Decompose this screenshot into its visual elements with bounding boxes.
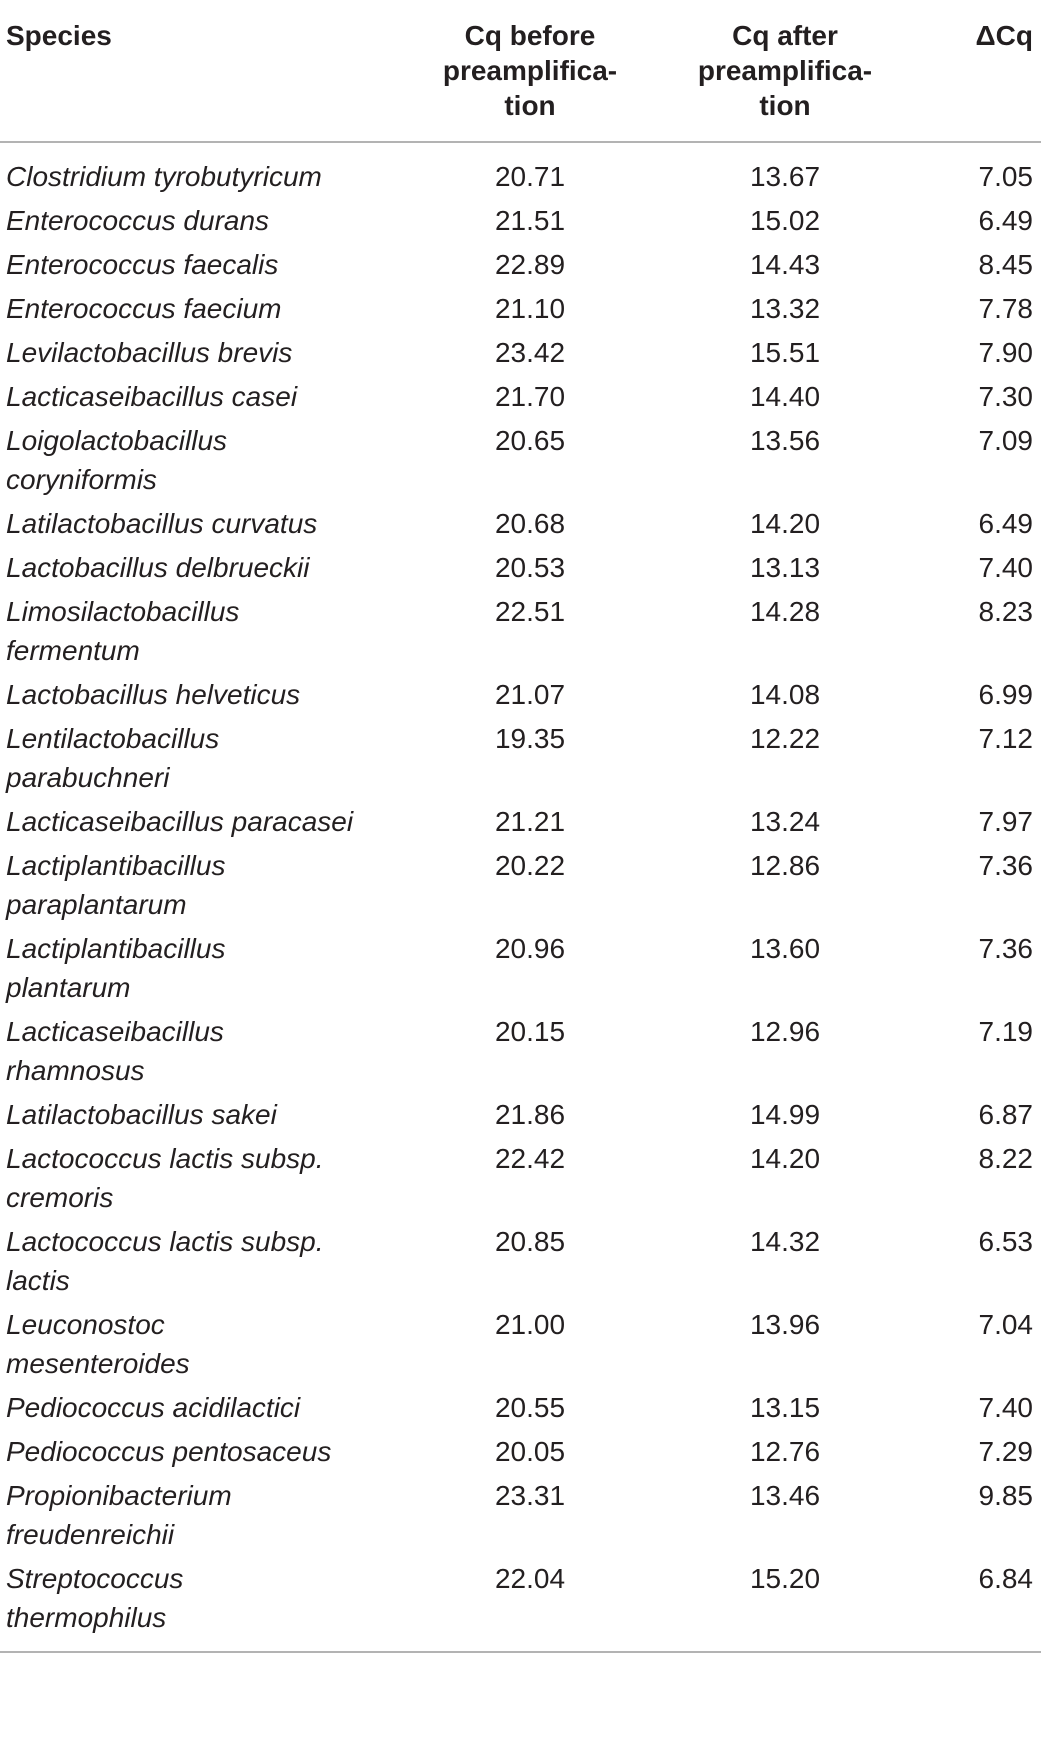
delta-cq-cell: 7.78 bbox=[978, 293, 1033, 324]
cq-after-cell: 14.28 bbox=[749, 596, 821, 627]
species-cell bbox=[0, 1474, 400, 1557]
species-cell bbox=[0, 419, 400, 502]
table-row bbox=[0, 419, 1041, 502]
header-species: Species bbox=[6, 20, 112, 51]
species-cell bbox=[0, 375, 400, 419]
table-row bbox=[0, 199, 1041, 243]
header-cq-before-line: preamplifica- bbox=[442, 55, 618, 86]
species-cell bbox=[0, 1137, 400, 1220]
header-cq-before-line: tion bbox=[504, 90, 556, 121]
delta-cq-cell: 6.84 bbox=[978, 1563, 1033, 1594]
species-cell bbox=[0, 331, 400, 375]
species-name-line: Lacticaseibacillus casei bbox=[6, 381, 298, 412]
cq-before-cell: 22.04 bbox=[494, 1563, 566, 1594]
species-name-line: parabuchneri bbox=[6, 762, 170, 793]
species-name-line: Lactococcus lactis subsp. bbox=[6, 1226, 324, 1257]
cq-before-cell: 22.51 bbox=[494, 596, 566, 627]
cq-before-cell: 23.31 bbox=[494, 1480, 566, 1511]
cq-after-cell: 13.13 bbox=[749, 552, 821, 583]
header-cq-before bbox=[400, 0, 660, 142]
species-cell bbox=[0, 1010, 400, 1093]
species-cell bbox=[0, 1303, 400, 1386]
species-name-line: Streptococcus bbox=[6, 1563, 184, 1594]
species-name-line: cremoris bbox=[6, 1182, 114, 1213]
delta-cq-cell: 7.19 bbox=[978, 1016, 1033, 1047]
cq-before-cell: 20.53 bbox=[494, 552, 566, 583]
species-name-line: plantarum bbox=[6, 972, 131, 1003]
header-cq-after-line: tion bbox=[759, 90, 811, 121]
species-name-line: Pediococcus acidilactici bbox=[6, 1392, 301, 1423]
table-header bbox=[0, 0, 1041, 142]
species-name-line: Pediococcus pentosaceus bbox=[6, 1436, 332, 1467]
cq-before-cell: 21.51 bbox=[494, 205, 566, 236]
table-row bbox=[0, 1137, 1041, 1220]
cq-before-cell: 20.05 bbox=[494, 1436, 566, 1467]
cq-before-cell: 21.21 bbox=[494, 806, 566, 837]
cq-before-cell: 20.96 bbox=[494, 933, 566, 964]
header-cq-after-line: Cq after bbox=[732, 20, 838, 51]
cq-before-cell: 20.22 bbox=[494, 850, 566, 881]
delta-cq-cell: 7.90 bbox=[978, 337, 1033, 368]
delta-cq-cell: 8.45 bbox=[978, 249, 1033, 280]
table-row bbox=[0, 243, 1041, 287]
species-name-line: Propionibacterium bbox=[6, 1480, 232, 1511]
species-cell bbox=[0, 590, 400, 673]
species-cell bbox=[0, 844, 400, 927]
species-name-line: rhamnosus bbox=[6, 1055, 145, 1086]
species-name-line: Lacticaseibacillus bbox=[6, 1016, 224, 1047]
species-cell bbox=[0, 927, 400, 1010]
delta-cq-cell: 7.09 bbox=[978, 425, 1033, 456]
cq-before-cell: 20.55 bbox=[494, 1392, 566, 1423]
species-cell bbox=[0, 199, 400, 243]
species-name-line: fermentum bbox=[6, 635, 140, 666]
delta-cq-cell: 6.99 bbox=[978, 679, 1033, 710]
cq-after-cell: 12.86 bbox=[749, 850, 821, 881]
species-name-line: thermophilus bbox=[6, 1602, 167, 1633]
cq-before-cell: 20.65 bbox=[494, 425, 566, 456]
cq-after-cell: 13.24 bbox=[749, 806, 821, 837]
species-name-line: Lacticaseibacillus paracasei bbox=[6, 806, 354, 837]
species-cell bbox=[0, 243, 400, 287]
table-row bbox=[0, 1386, 1041, 1430]
table-body bbox=[0, 142, 1041, 1652]
delta-cq-cell: 7.36 bbox=[978, 850, 1033, 881]
cq-after-cell: 13.56 bbox=[749, 425, 821, 456]
cq-after-cell: 14.20 bbox=[749, 1143, 821, 1174]
table-row bbox=[0, 800, 1041, 844]
delta-cq-cell: 7.12 bbox=[978, 723, 1033, 754]
cq-after-cell: 13.32 bbox=[749, 293, 821, 324]
delta-cq-cell: 6.49 bbox=[978, 205, 1033, 236]
species-cell bbox=[0, 142, 400, 199]
species-name-line: Leuconostoc bbox=[6, 1309, 165, 1340]
table-row bbox=[0, 717, 1041, 800]
species-cell bbox=[0, 1220, 400, 1303]
cq-after-cell: 14.43 bbox=[749, 249, 821, 280]
species-cell bbox=[0, 1557, 400, 1652]
delta-cq-cell: 8.23 bbox=[978, 596, 1033, 627]
species-name-line: Enterococcus durans bbox=[6, 205, 270, 236]
species-cell bbox=[0, 717, 400, 800]
species-name-line: Levilactobacillus brevis bbox=[6, 337, 293, 368]
species-cell bbox=[0, 502, 400, 546]
delta-cq-cell: 7.05 bbox=[978, 161, 1033, 192]
cq-before-cell: 20.68 bbox=[494, 508, 566, 539]
cq-before-cell: 23.42 bbox=[494, 337, 566, 368]
delta-cq-cell: 7.04 bbox=[978, 1309, 1033, 1340]
delta-cq-cell: 6.53 bbox=[978, 1226, 1033, 1257]
cq-after-cell: 13.60 bbox=[749, 933, 821, 964]
cq-after-cell: 15.02 bbox=[749, 205, 821, 236]
species-name-line: paraplantarum bbox=[6, 889, 187, 920]
species-name-line: lactis bbox=[6, 1265, 70, 1296]
header-row bbox=[0, 0, 1041, 142]
cq-after-cell: 13.67 bbox=[749, 161, 821, 192]
table-row bbox=[0, 1474, 1041, 1557]
cq-after-cell: 12.96 bbox=[749, 1016, 821, 1047]
delta-cq-cell: 7.29 bbox=[978, 1436, 1033, 1467]
cq-before-cell: 21.00 bbox=[494, 1309, 566, 1340]
table-row bbox=[0, 590, 1041, 673]
cq-after-cell: 13.96 bbox=[749, 1309, 821, 1340]
cq-after-cell: 12.76 bbox=[749, 1436, 821, 1467]
table-row bbox=[0, 502, 1041, 546]
species-cell bbox=[0, 673, 400, 717]
table-row bbox=[0, 1557, 1041, 1652]
cq-after-cell: 13.46 bbox=[749, 1480, 821, 1511]
cq-after-cell: 14.20 bbox=[749, 508, 821, 539]
delta-cq-cell: 7.30 bbox=[978, 381, 1033, 412]
delta-cq-cell: 6.87 bbox=[978, 1099, 1033, 1130]
species-name-line: Lactobacillus helveticus bbox=[6, 679, 301, 710]
delta-cq-cell: 8.22 bbox=[978, 1143, 1033, 1174]
header-cq-after bbox=[660, 0, 910, 142]
table-row bbox=[0, 844, 1041, 927]
species-name-line: Enterococcus faecium bbox=[6, 293, 282, 324]
table-row bbox=[0, 546, 1041, 590]
cq-before-cell: 21.70 bbox=[494, 381, 566, 412]
cq-before-cell: 19.35 bbox=[494, 723, 566, 754]
species-name-line: Lactiplantibacillus bbox=[6, 933, 226, 964]
species-name-line: Loigolactobacillus bbox=[6, 425, 228, 456]
table-row bbox=[0, 927, 1041, 1010]
cq-before-cell: 22.89 bbox=[494, 249, 566, 280]
cq-after-cell: 15.51 bbox=[749, 337, 821, 368]
table-row bbox=[0, 1220, 1041, 1303]
cq-after-cell: 13.15 bbox=[749, 1392, 821, 1423]
species-cell bbox=[0, 1430, 400, 1474]
header-cq-after-line: preamplifica- bbox=[697, 55, 873, 86]
table-row bbox=[0, 375, 1041, 419]
species-name-line: Lactiplantibacillus bbox=[6, 850, 226, 881]
cq-before-cell: 20.85 bbox=[494, 1226, 566, 1257]
delta-cq-cell: 6.49 bbox=[978, 508, 1033, 539]
cq-after-cell: 15.20 bbox=[749, 1563, 821, 1594]
delta-cq-cell: 9.85 bbox=[978, 1480, 1033, 1511]
table-row bbox=[0, 331, 1041, 375]
table-row bbox=[0, 1430, 1041, 1474]
cq-before-cell: 20.71 bbox=[494, 161, 566, 192]
species-name-line: mesenteroides bbox=[6, 1348, 190, 1379]
cq-before-cell: 20.15 bbox=[494, 1016, 566, 1047]
species-cell bbox=[0, 287, 400, 331]
species-name-line: Enterococcus faecalis bbox=[6, 249, 279, 280]
species-name-line: freudenreichii bbox=[6, 1519, 175, 1550]
cq-before-cell: 21.86 bbox=[494, 1099, 566, 1130]
species-cell bbox=[0, 546, 400, 590]
species-name-line: Latilactobacillus curvatus bbox=[6, 508, 318, 539]
delta-cq-cell: 7.40 bbox=[978, 552, 1033, 583]
header-delta-cq: ΔCq bbox=[975, 20, 1033, 51]
cq-after-cell: 14.32 bbox=[749, 1226, 821, 1257]
species-cell bbox=[0, 1386, 400, 1430]
cq-after-cell: 14.08 bbox=[749, 679, 821, 710]
species-name-line: Limosilactobacillus bbox=[6, 596, 240, 627]
table-row bbox=[0, 287, 1041, 331]
cq-before-cell: 21.10 bbox=[494, 293, 566, 324]
species-cell bbox=[0, 1093, 400, 1137]
species-name-line: Lactococcus lactis subsp. bbox=[6, 1143, 324, 1174]
delta-cq-cell: 7.97 bbox=[978, 806, 1033, 837]
species-name-line: Latilactobacillus sakei bbox=[6, 1099, 277, 1130]
cq-before-cell: 21.07 bbox=[494, 679, 566, 710]
cq-after-cell: 14.40 bbox=[749, 381, 821, 412]
table-row bbox=[0, 673, 1041, 717]
species-name-line: coryniformis bbox=[6, 464, 157, 495]
table-row bbox=[0, 142, 1041, 199]
species-cell bbox=[0, 800, 400, 844]
table-row bbox=[0, 1303, 1041, 1386]
delta-cq-cell: 7.36 bbox=[978, 933, 1033, 964]
species-name-line: Lactobacillus delbrueckii bbox=[6, 552, 310, 583]
table-row bbox=[0, 1093, 1041, 1137]
cq-before-cell: 22.42 bbox=[494, 1143, 566, 1174]
cq-after-cell: 12.22 bbox=[749, 723, 821, 754]
delta-cq-cell: 7.40 bbox=[978, 1392, 1033, 1423]
header-cq-before-line: Cq before bbox=[464, 20, 596, 51]
species-name-line: Clostridium tyrobutyricum bbox=[6, 161, 322, 192]
species-name-line: Lentilactobacillus bbox=[6, 723, 220, 754]
table-row bbox=[0, 1010, 1041, 1093]
cq-after-cell: 14.99 bbox=[749, 1099, 821, 1130]
